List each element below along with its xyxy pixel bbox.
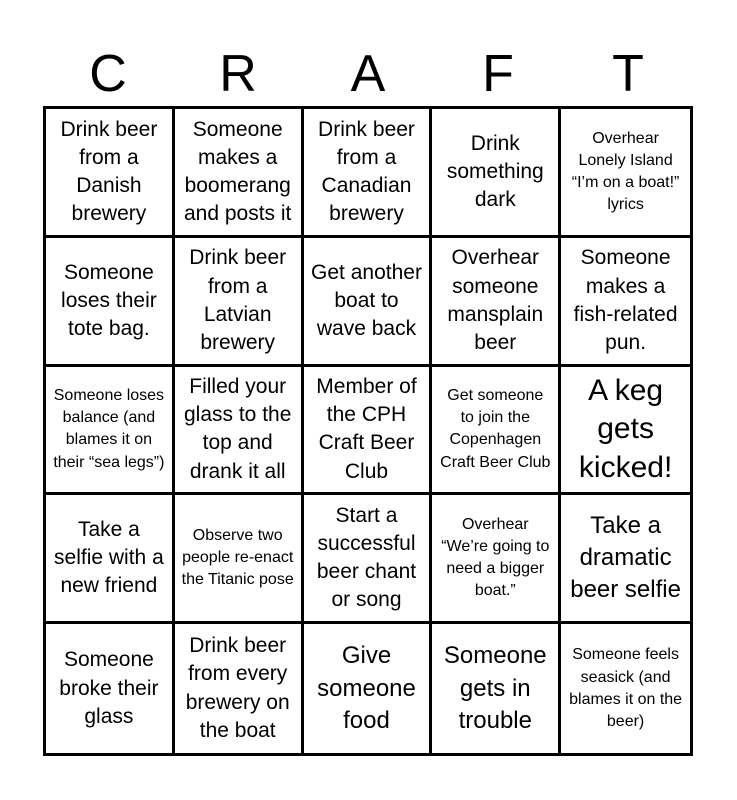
header-letter-a: A <box>350 45 386 103</box>
bingo-cell[interactable]: Drink something dark <box>432 109 561 238</box>
bingo-cell[interactable]: Give someone food <box>304 624 433 753</box>
bingo-cell[interactable]: Someone loses their tote bag. <box>46 238 175 367</box>
bingo-cell[interactable]: Someone feels seasick (and blames it on the beer) <box>569 646 683 730</box>
bingo-cell[interactable]: Drink beer from a Canadian brewery <box>304 109 433 238</box>
bingo-cell[interactable]: Drink beer from every brewery on the boat <box>175 624 304 753</box>
bingo-board <box>43 106 693 756</box>
bingo-cell[interactable]: Member of the CPH Craft Beer Club <box>304 367 433 496</box>
bingo-cell[interactable]: Someone makes a boomerang and posts it <box>175 109 304 238</box>
header-letter-c: C <box>89 45 127 103</box>
bingo-cell[interactable]: A keg gets kicked! <box>561 367 690 496</box>
bingo-cell[interactable]: Someone gets in trouble <box>432 624 561 753</box>
bingo-header <box>43 42 693 106</box>
bingo-cell[interactable]: Take a selfie with a new friend <box>46 495 175 624</box>
bingo-cell[interactable]: Someone makes a fish-related pun. <box>561 238 690 367</box>
bingo-cell[interactable]: Overhear “We’re going to need a bigger boat.” <box>432 495 561 624</box>
bingo-cell[interactable]: Start a successful beer chant or song <box>304 495 433 624</box>
bingo-cell[interactable]: Someone broke their glass <box>46 624 175 753</box>
bingo-cell[interactable]: Take a dramatic beer selfie <box>561 495 690 624</box>
bingo-cell[interactable]: Someone loses balance (and blames it on their “sea legs”) <box>46 367 175 496</box>
header-letter-f: F <box>482 45 514 103</box>
bingo-cell[interactable]: Filled your glass to the top and drank it all <box>175 367 304 496</box>
bingo-cell[interactable]: Drink beer from a Latvian brewery <box>175 238 304 367</box>
bingo-cell[interactable]: Overhear someone mansplain beer <box>432 238 561 367</box>
bingo-cell[interactable]: Drink beer from a Danish brewery <box>46 109 175 238</box>
header-letter-r: R <box>219 45 257 103</box>
bingo-cell[interactable]: Get another boat to wave back <box>304 238 433 367</box>
bingo-cell[interactable]: Observe two people re-enact the Titanic pose <box>175 495 304 624</box>
bingo-cell[interactable]: Get someone to join the Copenhagen Craft Beer Club <box>432 367 561 496</box>
header-letter-t: T <box>612 45 644 103</box>
bingo-cell[interactable]: Overhear Lonely Island “I’m on a boat!” lyrics <box>561 109 690 238</box>
